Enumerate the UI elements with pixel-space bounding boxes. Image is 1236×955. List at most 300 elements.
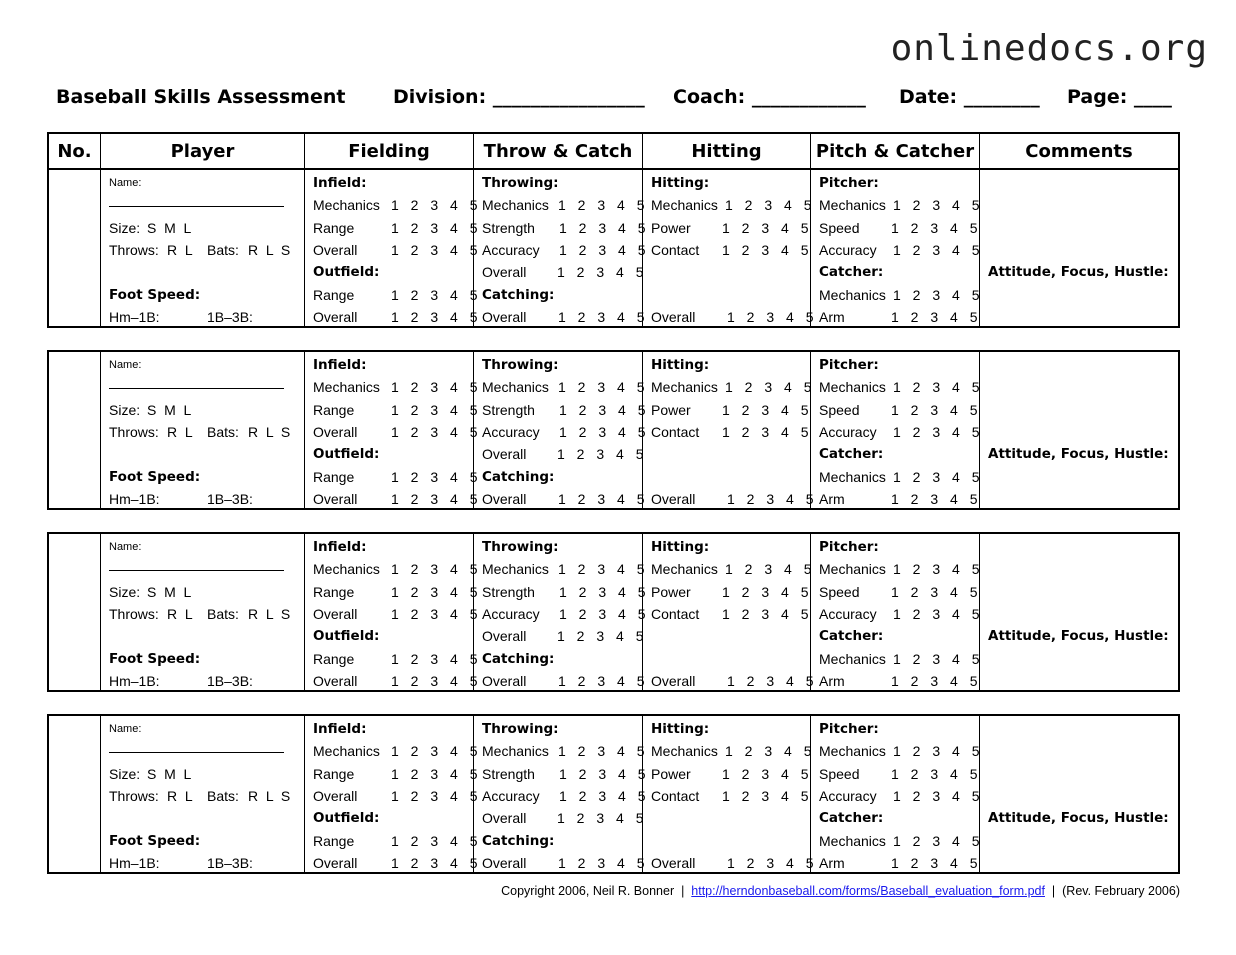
throwing-mechanics-row — [482, 558, 649, 580]
rating-label: Power — [651, 584, 691, 600]
rating-label: Range — [313, 469, 355, 485]
pitch-catcher-cell — [810, 534, 984, 690]
rating-scale: 1 2 3 4 5 — [558, 491, 649, 507]
rating-label: Range — [313, 833, 355, 849]
rating-label: Overall — [313, 424, 358, 440]
rating-scale: 1 2 3 4 5 — [558, 743, 649, 759]
no-cell — [49, 534, 100, 690]
throwing-label: Throwing: — [482, 175, 559, 191]
rating-label: Contact — [651, 606, 700, 622]
name-label: Name: — [109, 541, 142, 553]
rating-label: Overall — [313, 491, 358, 507]
hitting-power-row — [651, 217, 813, 239]
rating-label: Mechanics — [819, 197, 886, 213]
rating-label: Overall — [482, 628, 527, 644]
pitcher-mechanics-row — [819, 376, 984, 398]
rating-label: Overall — [482, 810, 527, 826]
rating-scale: 1 2 3 4 5 — [893, 561, 984, 577]
throwing-overall-row — [482, 807, 648, 829]
hm-1b-label: Hm–1B: — [109, 491, 160, 507]
rating-label: Mechanics — [819, 833, 886, 849]
rating-label: Overall — [313, 855, 358, 871]
pitch-catcher-cell — [810, 716, 984, 872]
outfield-range-row — [313, 284, 482, 306]
size-options: S M L — [147, 220, 192, 236]
rating-scale: 1 2 3 4 5 — [722, 606, 813, 622]
rating-scale: 1 2 3 4 5 — [391, 287, 482, 303]
col-header-no: No. — [57, 140, 92, 162]
page-field: Page: ____ — [1067, 86, 1172, 108]
throws-label: Throws: — [109, 788, 159, 804]
hitting-overall-row — [651, 488, 818, 510]
catching-label: Catching: — [482, 833, 555, 849]
outfield-overall-row — [313, 852, 482, 874]
name-label: Name: — [109, 177, 142, 189]
rating-label: Mechanics — [482, 379, 549, 395]
throwing-strength-row — [482, 217, 650, 239]
catcher-arm-row — [819, 670, 982, 692]
rating-label: Mechanics — [819, 379, 886, 395]
bats-label: Bats: — [207, 242, 239, 258]
bats-options: R L S — [248, 424, 291, 440]
name-label: Name: — [109, 359, 142, 371]
infield-mechanics-row — [313, 740, 482, 762]
rating-scale: 1 2 3 4 5 — [391, 402, 482, 418]
comments-label: Attitude, Focus, Hustle: — [988, 446, 1169, 462]
rating-scale: 1 2 3 4 5 — [722, 766, 813, 782]
pitcher-accuracy-row — [819, 785, 984, 807]
rating-label: Overall — [482, 673, 527, 689]
rating-label: Speed — [819, 584, 860, 600]
speed-times-row — [109, 488, 299, 510]
name-underline — [109, 388, 284, 389]
rating-label: Overall — [482, 855, 527, 871]
rating-scale: 1 2 3 4 5 — [893, 424, 984, 440]
comments-label: Attitude, Focus, Hustle: — [988, 264, 1169, 280]
size-options: S M L — [147, 584, 192, 600]
rating-scale: 1 2 3 4 5 — [722, 242, 813, 258]
rating-label: Range — [313, 584, 355, 600]
throwing-overall-row — [482, 261, 648, 283]
bats-label: Bats: — [207, 606, 239, 622]
name-label: Name: — [109, 723, 142, 735]
rating-scale: 1 2 3 4 5 — [891, 309, 982, 325]
player-cell — [100, 716, 304, 872]
1b-3b-label: 1B–3B: — [207, 673, 253, 689]
rating-scale: 1 2 3 4 5 — [725, 743, 816, 759]
comments-cell — [979, 170, 1178, 326]
hitting-mechanics-row — [651, 194, 816, 216]
catcher-label: Catcher: — [819, 446, 884, 462]
hitting-contact-row — [651, 785, 813, 807]
comments-label: Attitude, Focus, Hustle: — [988, 628, 1169, 644]
rating-label: Overall — [313, 242, 358, 258]
pitch-catcher-cell — [810, 170, 984, 326]
throws-label: Throws: — [109, 424, 159, 440]
throw-catch-cell — [473, 716, 650, 872]
rating-label: Mechanics — [313, 197, 380, 213]
rating-scale: 1 2 3 4 5 — [893, 606, 984, 622]
pitcher-mechanics-row — [819, 194, 984, 216]
rating-scale: 1 2 3 4 5 — [893, 379, 984, 395]
rating-scale: 1 2 3 4 5 — [891, 491, 982, 507]
catcher-mechanics-row — [819, 466, 984, 488]
infield-mechanics-row — [313, 376, 482, 398]
col-header-player: Player — [100, 134, 304, 168]
throws-options: R L — [167, 788, 193, 804]
player-cell — [100, 170, 304, 326]
speed-times-row — [109, 670, 299, 692]
name-underline — [109, 752, 284, 753]
hitting-power-row — [651, 399, 813, 421]
rating-label: Overall — [313, 309, 358, 325]
hitting-label: Hitting: — [651, 175, 710, 191]
throwing-accuracy-row — [482, 785, 650, 807]
hm-1b-label: Hm–1B: — [109, 309, 160, 325]
rating-scale: 1 2 3 4 5 — [725, 379, 816, 395]
rating-scale: 1 2 3 4 5 — [558, 197, 649, 213]
rating-scale: 1 2 3 4 5 — [558, 855, 649, 871]
rating-label: Mechanics — [819, 561, 886, 577]
rating-label: Mechanics — [651, 379, 718, 395]
infield-label: Infield: — [313, 357, 367, 373]
rating-label: Accuracy — [819, 606, 877, 622]
rating-scale: 1 2 3 4 5 — [559, 584, 650, 600]
throwing-accuracy-row — [482, 603, 650, 625]
throwing-mechanics-row — [482, 194, 649, 216]
throws-bats-row — [109, 239, 299, 261]
catcher-mechanics-row — [819, 830, 984, 852]
rating-label: Accuracy — [482, 424, 540, 440]
hitting-cell — [642, 716, 818, 872]
rating-scale: 1 2 3 4 5 — [727, 855, 818, 871]
rating-scale: 1 2 3 4 5 — [725, 197, 816, 213]
rating-label: Accuracy — [482, 788, 540, 804]
form-link[interactable]: http://herndonbaseball.com/forms/Baseball_evaluation_form.pdf — [691, 884, 1045, 898]
throws-label: Throws: — [109, 606, 159, 622]
size-label: Size: — [109, 402, 141, 418]
rating-label: Power — [651, 402, 691, 418]
rating-scale: 1 2 3 4 5 — [559, 788, 650, 804]
rating-label: Speed — [819, 766, 860, 782]
catching-overall-row — [482, 306, 649, 328]
rating-label: Power — [651, 766, 691, 782]
throws-bats-row — [109, 421, 299, 443]
rating-scale: 1 2 3 4 5 — [893, 469, 984, 485]
pitch-catcher-cell — [810, 352, 984, 508]
infield-overall-row — [313, 785, 482, 807]
rating-label: Contact — [651, 424, 700, 440]
comments-cell — [979, 716, 1178, 872]
throw-catch-cell — [473, 534, 650, 690]
rating-label: Speed — [819, 402, 860, 418]
infield-range-row — [313, 581, 482, 603]
rating-label: Mechanics — [819, 651, 886, 667]
revision-text: (Rev. February 2006) — [1062, 884, 1180, 898]
rating-scale: 1 2 3 4 5 — [391, 424, 482, 440]
infield-overall-row — [313, 603, 482, 625]
pitcher-speed-row — [819, 581, 982, 603]
rating-label: Overall — [482, 491, 527, 507]
rating-label: Strength — [482, 584, 535, 600]
hm-1b-label: Hm–1B: — [109, 673, 160, 689]
infield-label: Infield: — [313, 721, 367, 737]
hitting-mechanics-row — [651, 376, 816, 398]
infield-label: Infield: — [313, 539, 367, 555]
rating-scale: 1 2 3 4 5 — [391, 379, 482, 395]
size-row — [109, 763, 299, 785]
rating-scale: 1 2 3 4 5 — [893, 788, 984, 804]
hitting-overall-row — [651, 670, 818, 692]
bats-label: Bats: — [207, 788, 239, 804]
rating-label: Strength — [482, 402, 535, 418]
rating-label: Contact — [651, 242, 700, 258]
1b-3b-label: 1B–3B: — [207, 309, 253, 325]
infield-overall-row — [313, 239, 482, 261]
pitcher-label: Pitcher: — [819, 721, 879, 737]
throwing-label: Throwing: — [482, 721, 559, 737]
name-underline — [109, 206, 284, 207]
rating-scale: 1 2 3 4 5 — [727, 673, 818, 689]
hitting-cell — [642, 534, 818, 690]
rating-label: Overall — [482, 309, 527, 325]
fielding-cell — [304, 170, 482, 326]
rating-scale: 1 2 3 4 5 — [391, 673, 482, 689]
rating-scale: 1 2 3 4 5 — [391, 766, 482, 782]
throwing-label: Throwing: — [482, 357, 559, 373]
rating-label: Mechanics — [482, 197, 549, 213]
coach-field: Coach: ____________ — [673, 86, 866, 108]
throwing-label: Throwing: — [482, 539, 559, 555]
throws-label: Throws: — [109, 242, 159, 258]
player-block-2 — [47, 350, 1180, 510]
pitcher-label: Pitcher: — [819, 357, 879, 373]
player-block-3 — [47, 532, 1180, 692]
rating-label: Overall — [651, 491, 696, 507]
speed-times-row — [109, 852, 299, 874]
footer-separator: | — [681, 884, 685, 898]
rating-label: Speed — [819, 220, 860, 236]
rating-scale: 1 2 3 4 5 — [558, 673, 649, 689]
player-block-1 — [47, 168, 1180, 328]
rating-label: Accuracy — [482, 242, 540, 258]
rating-label: Mechanics — [313, 379, 380, 395]
outfield-range-row — [313, 466, 482, 488]
rating-scale: 1 2 3 4 5 — [891, 402, 982, 418]
col-header-fielding: Fielding — [304, 134, 473, 168]
rating-scale: 1 2 3 4 5 — [391, 606, 482, 622]
hitting-cell — [642, 170, 818, 326]
speed-times-row — [109, 306, 299, 328]
rating-label: Mechanics — [313, 743, 380, 759]
hm-1b-label: Hm–1B: — [109, 855, 160, 871]
rating-label: Mechanics — [651, 197, 718, 213]
division-field: Division: ________________ — [393, 86, 645, 108]
outfield-overall-row — [313, 488, 482, 510]
outfield-overall-row — [313, 306, 482, 328]
rating-scale: 1 2 3 4 5 — [557, 628, 648, 644]
foot-speed-label: Foot Speed: — [109, 651, 201, 667]
copyright-text: Copyright 2006, Neil R. Bonner — [501, 884, 675, 898]
rating-scale: 1 2 3 4 5 — [558, 379, 649, 395]
throw-catch-cell — [473, 352, 650, 508]
1b-3b-label: 1B–3B: — [207, 491, 253, 507]
throws-bats-row — [109, 785, 299, 807]
rating-scale: 1 2 3 4 5 — [727, 491, 818, 507]
rating-scale: 1 2 3 4 5 — [891, 855, 982, 871]
rating-label: Range — [313, 766, 355, 782]
col-header-comments: Comments — [979, 134, 1178, 168]
throwing-strength-row — [482, 763, 650, 785]
throwing-mechanics-row — [482, 376, 649, 398]
rating-label: Mechanics — [313, 561, 380, 577]
size-row — [109, 399, 299, 421]
bats-options: R L S — [248, 788, 291, 804]
rating-scale: 1 2 3 4 5 — [893, 833, 984, 849]
rating-scale: 1 2 3 4 5 — [891, 220, 982, 236]
throwing-strength-row — [482, 581, 650, 603]
rating-scale: 1 2 3 4 5 — [391, 469, 482, 485]
catching-label: Catching: — [482, 287, 555, 303]
rating-label: Overall — [313, 606, 358, 622]
throwing-mechanics-row — [482, 740, 649, 762]
rating-scale: 1 2 3 4 5 — [722, 424, 813, 440]
throws-options: R L — [167, 606, 193, 622]
hitting-cell — [642, 352, 818, 508]
rating-label: Accuracy — [819, 242, 877, 258]
pitcher-mechanics-row — [819, 740, 984, 762]
infield-mechanics-row — [313, 194, 482, 216]
col-header-pitch-catcher: Pitch & Catcher — [810, 134, 979, 168]
rating-label: Mechanics — [651, 743, 718, 759]
hitting-mechanics-row — [651, 558, 816, 580]
rating-scale: 1 2 3 4 5 — [391, 242, 482, 258]
hitting-overall-row — [651, 852, 818, 874]
foot-speed-label: Foot Speed: — [109, 287, 201, 303]
throwing-accuracy-row — [482, 239, 650, 261]
rating-label: Mechanics — [482, 743, 549, 759]
form-title: Baseball Skills Assessment — [56, 86, 346, 108]
catcher-label: Catcher: — [819, 264, 884, 280]
hitting-power-row — [651, 763, 813, 785]
catching-label: Catching: — [482, 651, 555, 667]
fielding-cell — [304, 352, 482, 508]
table-header — [47, 132, 1180, 170]
hitting-label: Hitting: — [651, 357, 710, 373]
size-row — [109, 217, 299, 239]
catching-overall-row — [482, 852, 649, 874]
catching-overall-row — [482, 670, 649, 692]
rating-scale: 1 2 3 4 5 — [557, 810, 648, 826]
foot-speed-label: Foot Speed: — [109, 469, 201, 485]
rating-label: Power — [651, 220, 691, 236]
hitting-overall-row — [651, 306, 818, 328]
rating-scale: 1 2 3 4 5 — [391, 491, 482, 507]
form-title-bar — [56, 86, 1186, 112]
rating-label: Mechanics — [819, 469, 886, 485]
rating-scale: 1 2 3 4 5 — [559, 402, 650, 418]
outfield-label: Outfield: — [313, 810, 380, 826]
rating-scale: 1 2 3 4 5 — [391, 220, 482, 236]
col-header-throw-catch: Throw & Catch — [473, 134, 642, 168]
outfield-label: Outfield: — [313, 628, 380, 644]
rating-label: Arm — [819, 855, 845, 871]
rating-label: Overall — [313, 788, 358, 804]
infield-range-row — [313, 763, 482, 785]
catcher-mechanics-row — [819, 284, 984, 306]
outfield-overall-row — [313, 670, 482, 692]
catcher-arm-row — [819, 488, 982, 510]
rating-scale: 1 2 3 4 5 — [891, 673, 982, 689]
rating-scale: 1 2 3 4 5 — [391, 743, 482, 759]
rating-label: Mechanics — [482, 561, 549, 577]
rating-scale: 1 2 3 4 5 — [391, 833, 482, 849]
catcher-mechanics-row — [819, 648, 984, 670]
watermark: onlinedocs.org — [890, 28, 1208, 69]
rating-label: Overall — [651, 855, 696, 871]
pitcher-speed-row — [819, 217, 982, 239]
rating-label: Range — [313, 402, 355, 418]
throwing-overall-row — [482, 625, 648, 647]
hitting-contact-row — [651, 421, 813, 443]
comments-cell — [979, 352, 1178, 508]
pitcher-label: Pitcher: — [819, 175, 879, 191]
rating-scale: 1 2 3 4 5 — [559, 424, 650, 440]
infield-overall-row — [313, 421, 482, 443]
no-cell — [49, 352, 100, 508]
hitting-mechanics-row — [651, 740, 816, 762]
name-underline — [109, 570, 284, 571]
rating-scale: 1 2 3 4 5 — [558, 309, 649, 325]
rating-label: Overall — [651, 673, 696, 689]
rating-scale: 1 2 3 4 5 — [391, 309, 482, 325]
throw-catch-cell — [473, 170, 650, 326]
rating-scale: 1 2 3 4 5 — [557, 264, 648, 280]
rating-scale: 1 2 3 4 5 — [725, 561, 816, 577]
rating-label: Contact — [651, 788, 700, 804]
fielding-cell — [304, 534, 482, 690]
pitcher-accuracy-row — [819, 421, 984, 443]
rating-label: Arm — [819, 673, 845, 689]
no-cell — [49, 170, 100, 326]
rating-scale: 1 2 3 4 5 — [391, 561, 482, 577]
hitting-label: Hitting: — [651, 721, 710, 737]
pitcher-accuracy-row — [819, 239, 984, 261]
rating-scale: 1 2 3 4 5 — [559, 220, 650, 236]
outfield-range-row — [313, 830, 482, 852]
infield-mechanics-row — [313, 558, 482, 580]
rating-scale: 1 2 3 4 5 — [893, 197, 984, 213]
infield-label: Infield: — [313, 175, 367, 191]
date-field: Date: ________ — [899, 86, 1040, 108]
rating-scale: 1 2 3 4 5 — [722, 788, 813, 804]
bats-options: R L S — [248, 242, 291, 258]
hitting-contact-row — [651, 239, 813, 261]
rating-scale: 1 2 3 4 5 — [559, 606, 650, 622]
hitting-contact-row — [651, 603, 813, 625]
fielding-cell — [304, 716, 482, 872]
rating-scale: 1 2 3 4 5 — [391, 651, 482, 667]
footer-separator: | — [1051, 884, 1056, 898]
outfield-label: Outfield: — [313, 264, 380, 280]
rating-scale: 1 2 3 4 5 — [558, 561, 649, 577]
outfield-label: Outfield: — [313, 446, 380, 462]
foot-speed-label: Foot Speed: — [109, 833, 201, 849]
catcher-arm-row — [819, 852, 982, 874]
pitcher-speed-row — [819, 399, 982, 421]
size-label: Size: — [109, 766, 141, 782]
rating-label: Accuracy — [819, 424, 877, 440]
